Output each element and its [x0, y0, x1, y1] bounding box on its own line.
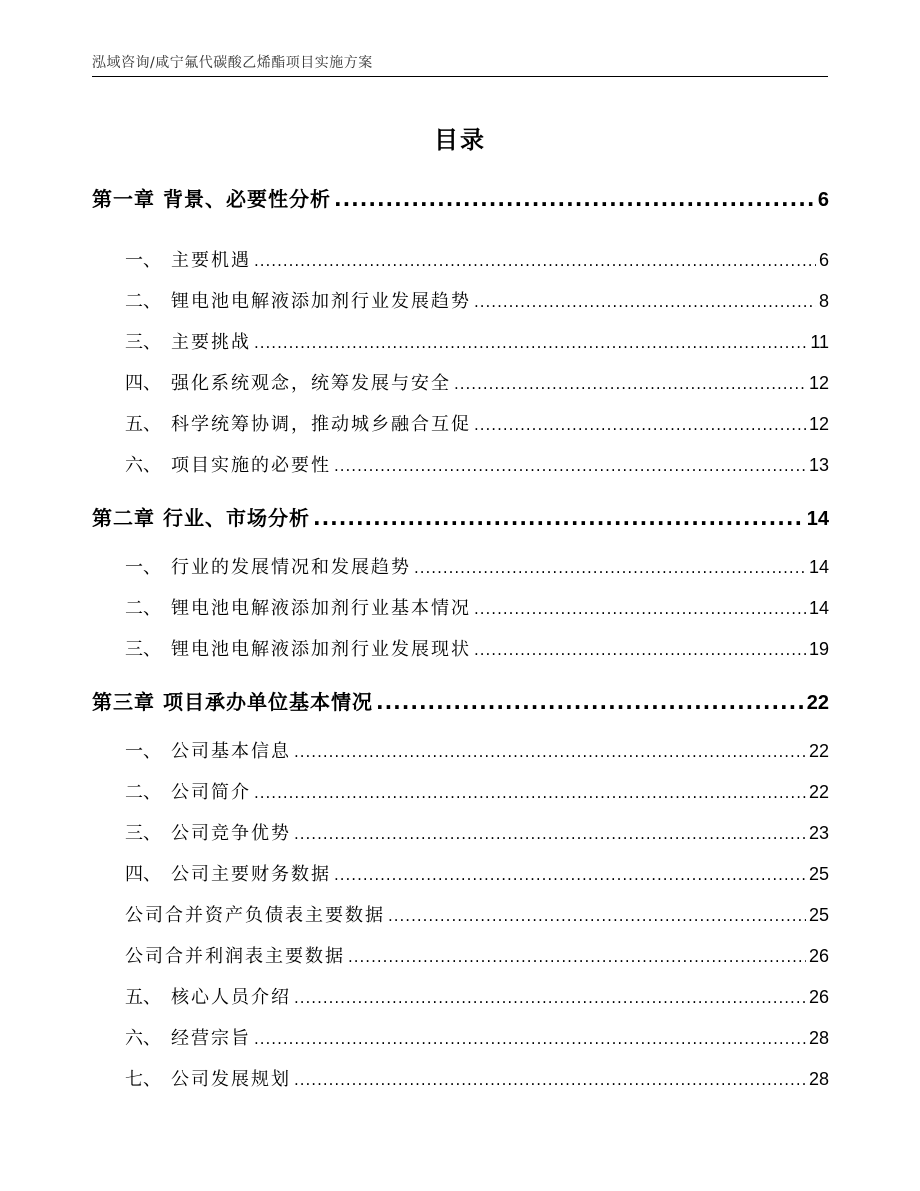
header-divider [92, 76, 828, 77]
toc-entry-label: 公司合并资产负债表主要数据 [125, 905, 385, 926]
toc-entry-number: 二、 [125, 598, 161, 619]
toc-page-number: 22 [808, 782, 829, 802]
toc-chapter-entry[interactable] [92, 502, 829, 531]
toc-page-number: 19 [808, 639, 829, 659]
toc-entry-number: 一、 [125, 557, 161, 578]
toc-entry-label: 经营宗旨 [171, 1028, 251, 1049]
toc-leader-dots [294, 743, 806, 761]
toc-leader-dots [474, 416, 806, 434]
toc-section-entry[interactable] [125, 328, 829, 354]
toc-section-entry[interactable] [125, 901, 829, 927]
toc-section-entry[interactable] [125, 1065, 829, 1091]
toc-leader-dots [388, 907, 806, 925]
toc-entry-label: 公司合并利润表主要数据 [125, 946, 345, 967]
toc-entry-label: 项目实施的必要性 [171, 455, 331, 476]
toc-page-number: 13 [808, 455, 829, 475]
toc-entry-label: 公司竞争优势 [171, 823, 291, 844]
toc-page-number: 8 [818, 291, 829, 311]
toc-page-number: 23 [808, 823, 829, 843]
toc-leader-dots [334, 187, 815, 211]
toc-leader-dots [294, 989, 806, 1007]
toc-leader-dots [474, 641, 806, 659]
toc-entry-label: 主要挑战 [171, 332, 251, 353]
toc-section-entry[interactable] [125, 778, 829, 804]
toc-entry-number: 七、 [125, 1069, 161, 1090]
toc-entry-label: 第一章 背景、必要性分析 [92, 187, 331, 211]
toc-entry-number: 三、 [125, 332, 161, 353]
toc-page-number: 28 [808, 1069, 829, 1089]
toc-entry-label: 第二章 行业、市场分析 [92, 506, 310, 530]
toc-entry-label: 锂电池电解液添加剂行业发展现状 [171, 639, 471, 660]
toc-section-entry[interactable] [125, 860, 829, 886]
toc-title: 目录 [434, 126, 486, 154]
toc-page-number: 25 [808, 864, 829, 884]
toc-entry-label: 第三章 项目承办单位基本情况 [92, 690, 373, 714]
toc-entry-label: 公司主要财务数据 [171, 864, 331, 885]
toc-section-entry[interactable] [125, 942, 829, 968]
toc-entry-number: 五、 [125, 414, 161, 435]
toc-page-number: 12 [808, 373, 829, 393]
toc-page-number: 14 [806, 508, 829, 530]
toc-section-entry[interactable] [125, 635, 829, 661]
toc-page-number: 6 [817, 189, 829, 211]
toc-entry-number: 四、 [125, 864, 161, 885]
toc-section-entry[interactable] [125, 594, 829, 620]
toc-chapter-entry[interactable] [92, 686, 829, 715]
toc-section-entry[interactable] [125, 410, 829, 436]
toc-section-entry[interactable] [125, 819, 829, 845]
toc-page-number: 25 [808, 905, 829, 925]
toc-page-number: 11 [810, 332, 829, 352]
toc-entry-label: 锂电池电解液添加剂行业基本情况 [171, 598, 471, 619]
toc-leader-dots [454, 375, 806, 393]
toc-entry-label: 行业的发展情况和发展趋势 [171, 557, 411, 578]
running-header: 泓域咨询/咸宁氟代碳酸乙烯酯项目实施方案 [92, 55, 373, 71]
toc-entry-number: 二、 [125, 782, 161, 803]
toc-leader-dots [376, 690, 804, 714]
toc-entry-number: 三、 [125, 639, 161, 660]
toc-leader-dots [474, 293, 816, 311]
toc-section-entry[interactable] [125, 369, 829, 395]
toc-entry-number: 一、 [125, 250, 161, 271]
toc-page-number: 12 [808, 414, 829, 434]
toc-entry-label: 主要机遇 [171, 250, 251, 271]
toc-leader-dots [254, 1030, 806, 1048]
toc-page-number: 14 [808, 598, 829, 618]
toc-entry-label: 锂电池电解液添加剂行业发展趋势 [171, 291, 471, 312]
toc-page-number: 22 [806, 692, 829, 714]
toc-chapter-entry[interactable] [92, 183, 829, 212]
toc-leader-dots [294, 1071, 806, 1089]
toc-leader-dots [254, 784, 806, 802]
toc-page-number: 14 [808, 557, 829, 577]
toc-entry-label: 公司发展规划 [171, 1069, 291, 1090]
toc-section-entry[interactable] [125, 246, 829, 272]
toc-entry-label: 科学统筹协调，推动城乡融合互促 [171, 414, 471, 435]
toc-section-entry[interactable] [125, 1024, 829, 1050]
toc-entry-number: 一、 [125, 741, 161, 762]
toc-leader-dots [334, 457, 806, 475]
toc-leader-dots [334, 866, 806, 884]
toc-entry-label: 公司简介 [171, 782, 251, 803]
toc-section-entry[interactable] [125, 553, 829, 579]
toc-entry-number: 三、 [125, 823, 161, 844]
toc-section-entry[interactable] [125, 737, 829, 763]
toc-leader-dots [348, 948, 806, 966]
toc-leader-dots [254, 334, 807, 352]
toc-entry-number: 二、 [125, 291, 161, 312]
toc-entry-number: 六、 [125, 455, 161, 476]
toc-leader-dots [254, 252, 816, 270]
toc-leader-dots [294, 825, 806, 843]
toc-entry-label: 核心人员介绍 [171, 987, 291, 1008]
toc-page-number: 22 [808, 741, 829, 761]
toc-leader-dots [414, 559, 806, 577]
toc-page-number: 26 [808, 946, 829, 966]
toc-leader-dots [474, 600, 806, 618]
toc-page-number: 6 [818, 250, 829, 270]
toc-entry-label: 强化系统观念，统筹发展与安全 [171, 373, 451, 394]
toc-section-entry[interactable] [125, 983, 829, 1009]
toc-page-number: 26 [808, 987, 829, 1007]
toc-entry-label: 公司基本信息 [171, 741, 291, 762]
toc-page-number: 28 [808, 1028, 829, 1048]
toc-leader-dots [313, 506, 804, 530]
toc-section-entry[interactable] [125, 287, 829, 313]
toc-entry-number: 六、 [125, 1028, 161, 1049]
toc-entry-number: 五、 [125, 987, 161, 1008]
toc-section-entry[interactable] [125, 451, 829, 477]
toc-entry-number: 四、 [125, 373, 161, 394]
